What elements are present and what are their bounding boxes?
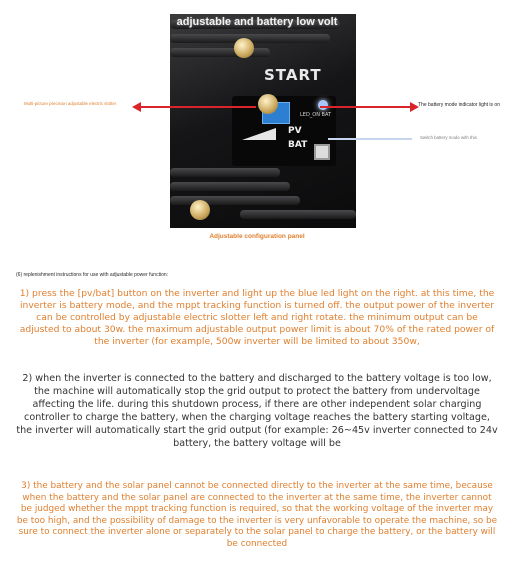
screw-icon — [234, 38, 254, 58]
heatsink-fin — [170, 182, 290, 191]
screw-icon — [258, 94, 278, 114]
start-label: START — [264, 66, 322, 84]
left-callout-arrow — [140, 106, 256, 108]
right-callout-arrow — [320, 106, 412, 108]
instruction-paragraph-2: 2) when the inverter is connected to the battery and discharged to the battery voltage is too low, the machine will automatically stop the grid output to protect the battery from undervoltage affecting the life. during this shutdown process, if there are other independent solar charging controller to charge the battery, when the charging voltage reaches the battery starting voltage, the inverter will automatically start the grid output (for example: 26~45v inverter connected to 24v battery, the battery voltage will be — [16, 373, 498, 449]
screw-icon — [190, 200, 210, 220]
battery-led-indicator — [318, 100, 328, 110]
callout-battery-mode: Switch battery mode with this — [420, 135, 477, 140]
instructions-intro: (6) replenishment instructions for use with adjustable power function: — [16, 272, 169, 278]
product-hero — [0, 0, 514, 248]
panel-caption: Adjustable configuration panel — [209, 233, 305, 240]
power-triangle-icon — [242, 128, 276, 140]
pv-label: PV — [288, 126, 302, 136]
bat-label: BAT — [288, 140, 308, 150]
panel-led-text: LED_ON BAT — [300, 112, 332, 118]
hero-title: adjustable and battery low volt — [176, 16, 338, 28]
heatsink-fin — [170, 168, 280, 177]
inverter-photo — [170, 14, 356, 228]
pv-bat-button[interactable] — [314, 144, 330, 160]
callout-slotter: Multi-picture precision adjustable electric slotter — [24, 101, 117, 106]
heatsink-fin — [170, 48, 270, 57]
callout-battery-light: The battery mode indicator light is on — [418, 102, 500, 108]
arrow-head-icon — [132, 102, 141, 112]
lower-callout-arrow — [328, 138, 412, 140]
instruction-paragraph-3: 3) the battery and the solar panel cannot be connected directly to the inverter at the same time, because when the battery and the solar panel are connected to the inverter at the same time, the inverter cannot be judged whether the mppt tracking function is required, so that the working voltage of the inverter may be too high, and the possibility of damage to the inverter is very unfavorable to operate the machine, so be sure to connect the inverter alone or separately to the solar panel to charge the battery, or the battery will be connected — [16, 481, 498, 549]
heatsink-fin — [170, 196, 300, 205]
heatsink-fin — [240, 210, 356, 219]
instruction-paragraph-1: 1) press the [pv/bat] button on the inverter and light up the blue led light on the right. at this time, the inverter is battery mode, and the mppt tracking function is turned off. the output power of the inverter can be controlled by adjustable electric slotter left and right rotate. the minimum output can be adjusted to about 30w. the maximum adjustable output power limit is about 70% of the rated power of the inverter (for example, 500w inverter will be limited to about 350w, — [19, 288, 495, 347]
